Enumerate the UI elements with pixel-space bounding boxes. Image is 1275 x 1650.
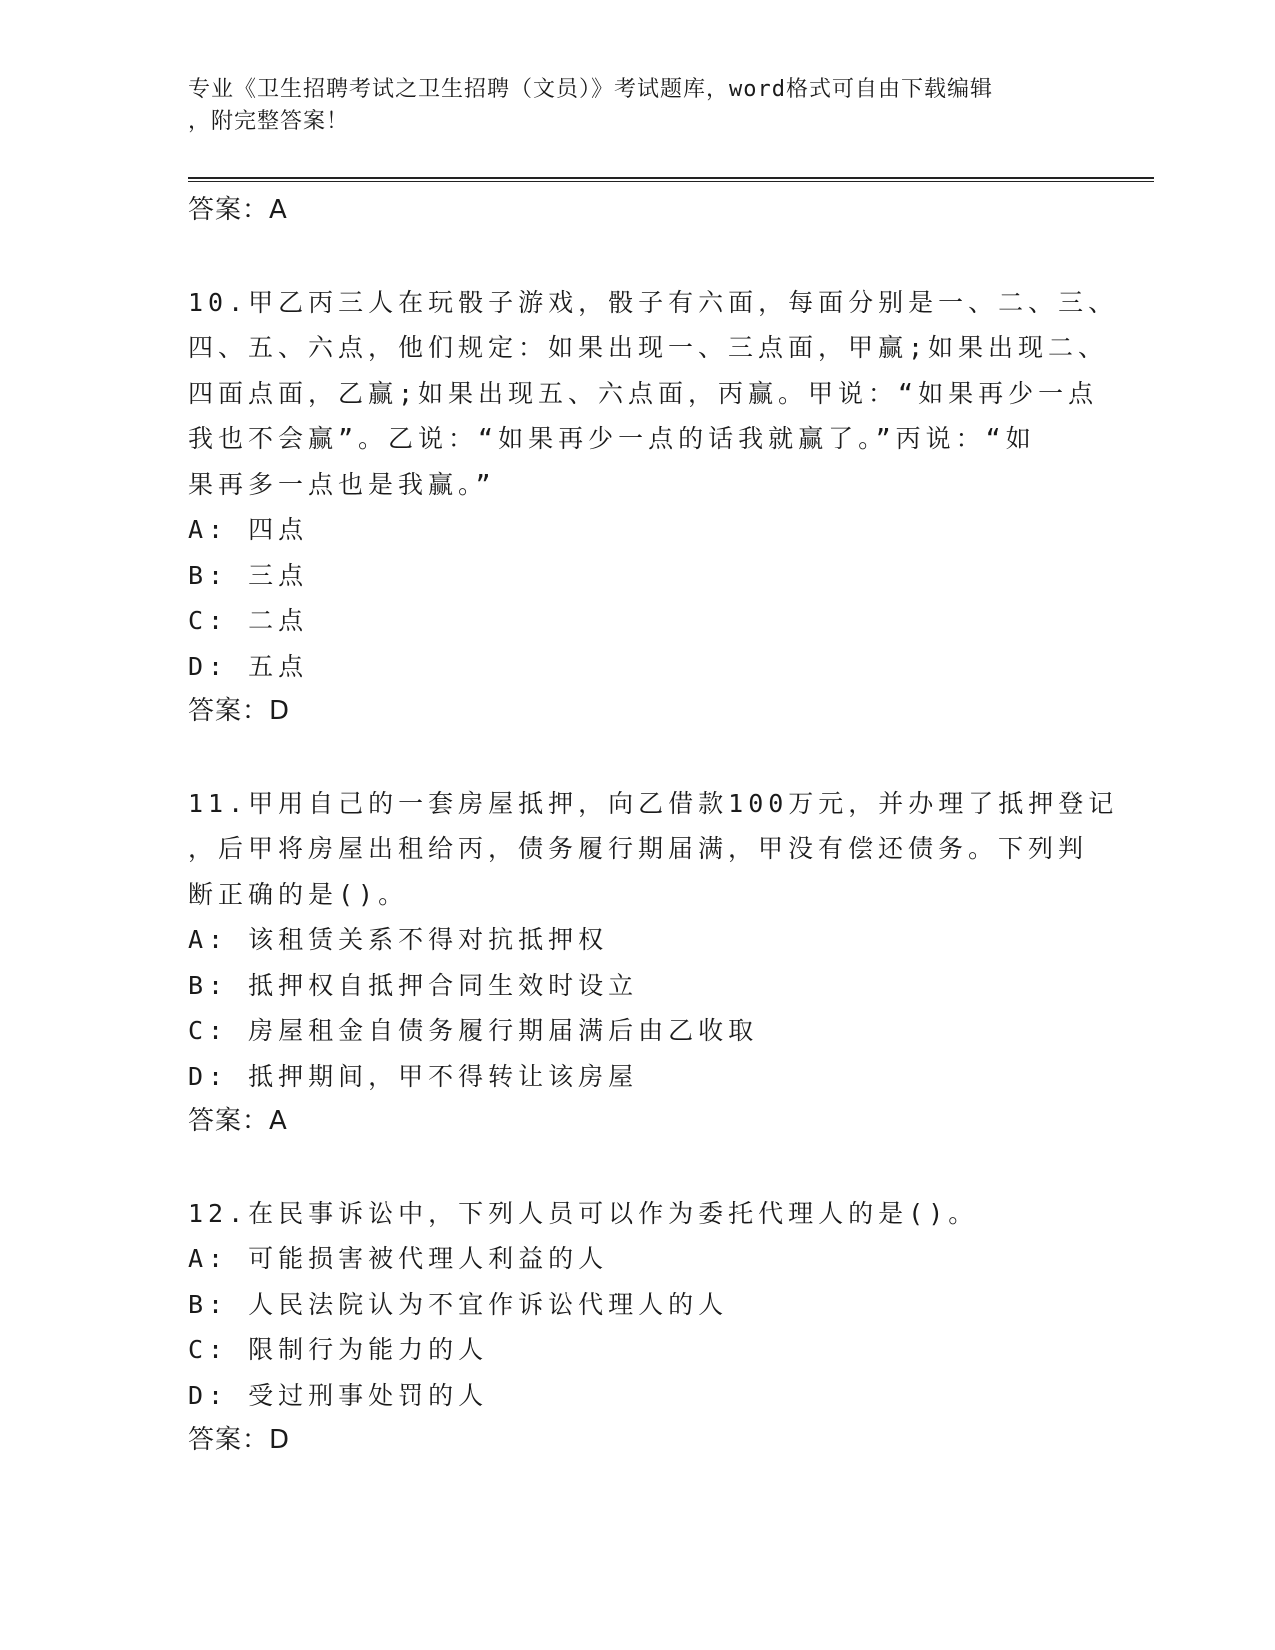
- question-10-line-2: 四、五、六点，他们规定：如果出现一、三点面，甲赢;如果出现二、: [188, 333, 1109, 362]
- question-10-option-d: D: 五点: [188, 651, 309, 681]
- question-12-option-a: A: 可能损害被代理人利益的人: [188, 1244, 609, 1273]
- question-12-line-1: 12.在民事诉讼中，下列人员可以作为委托代理人的是()。: [188, 1198, 979, 1228]
- question-10-line-5: 果再多一点也是我赢。”: [188, 469, 496, 499]
- question-10-line-1: 10.甲乙丙三人在玩骰子游戏，骰子有六面，每面分别是一、二、三、: [188, 287, 1119, 317]
- question-10-line-4: 我也不会赢”。乙说：“如果再少一点的话我就赢了。”丙说：“如: [188, 424, 1036, 453]
- question-block-11: [188, 781, 1119, 1145]
- question-11-line-1: 11.甲用自己的一套房屋抵押，向乙借款100万元，并办理了抵押登记: [188, 788, 1119, 818]
- question-11-answer: 答案：A: [188, 1106, 288, 1136]
- spacer: [188, 1145, 1068, 1191]
- question-10-answer: 答案：D: [188, 696, 291, 726]
- spacer: [188, 234, 1068, 280]
- header-line-2: ，附完整答案！: [188, 109, 350, 134]
- question-12-answer: 答案：D: [188, 1425, 291, 1455]
- question-block-12: [188, 1191, 1068, 1464]
- question-11-option-b: B: 抵押权自抵押合同生效时设立: [188, 970, 639, 1000]
- question-12-option-d: D: 受过刑事处罚的人: [188, 1380, 489, 1410]
- document-header: [188, 74, 1068, 138]
- header-divider: [188, 177, 1154, 182]
- question-10-option-b: B: 三点: [188, 560, 309, 590]
- document-body: [188, 188, 1119, 1464]
- question-11-line-3: 断正确的是()。: [188, 879, 409, 909]
- question-11-option-c: C: 房屋租金自债务履行期届满后由乙收取: [188, 1016, 759, 1045]
- question-12-option-c: C: 限制行为能力的人: [188, 1335, 489, 1364]
- question-12-option-b: B: 人民法院认为不宜作诉讼代理人的人: [188, 1289, 729, 1319]
- previous-answer: 答案：A: [188, 195, 288, 225]
- spacer: [188, 735, 1068, 781]
- question-block-10: [188, 280, 1119, 735]
- question-11-line-2: ，后甲将房屋出租给丙，债务履行期届满，甲没有偿还债务。下列判: [188, 834, 1089, 863]
- question-10-option-c: C: 二点: [188, 606, 309, 635]
- question-10-option-a: A: 四点: [188, 515, 309, 544]
- question-11-option-a: A: 该租赁关系不得对抗抵押权: [188, 925, 609, 954]
- question-10-line-3: 四面点面，乙赢;如果出现五、六点面，丙赢。甲说：“如果再少一点: [188, 378, 1099, 408]
- header-line-1: 专业《卫生招聘考试之卫生招聘（文员）》考试题库，word格式可自由下载编辑: [188, 77, 993, 102]
- question-11-option-d: D: 抵押期间，甲不得转让该房屋: [188, 1061, 639, 1091]
